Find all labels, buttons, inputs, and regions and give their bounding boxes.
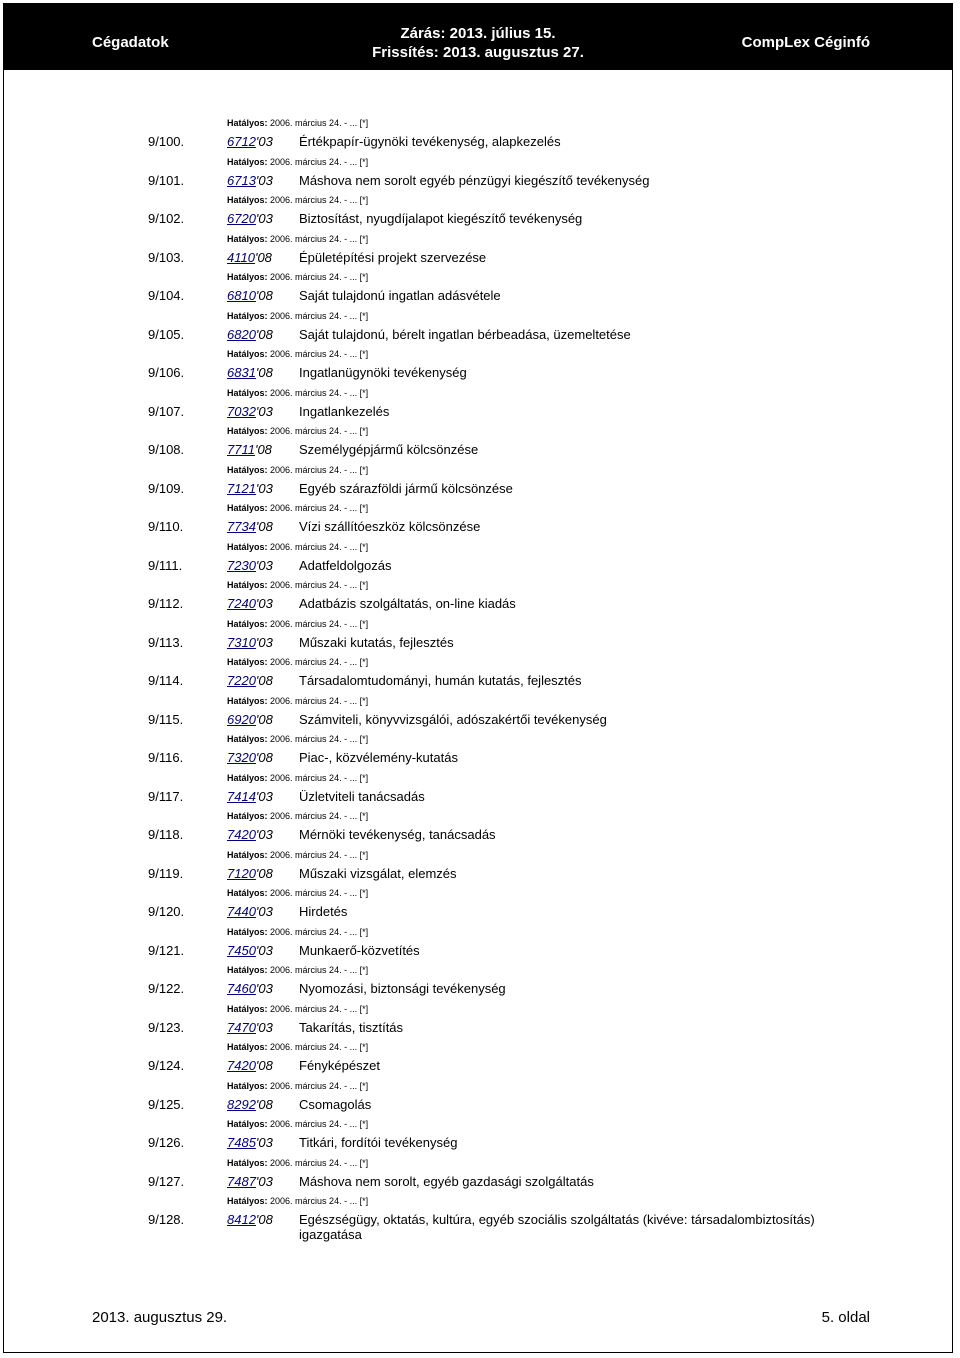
- entry-code: [227, 250, 272, 265]
- code-year-suffix: '08: [255, 711, 273, 727]
- entry-number: 9/112.: [148, 596, 184, 611]
- list-item: [0, 578, 960, 617]
- validity-value: 2006. március 24. - ...: [270, 1080, 358, 1091]
- list-item: [0, 732, 960, 771]
- code-year-suffix: '03: [255, 1019, 273, 1035]
- validity-line: [227, 386, 368, 400]
- validity-value: 2006. március 24. - ...: [270, 1003, 358, 1014]
- entry-number: 9/105.: [148, 326, 185, 342]
- list-item: [0, 771, 960, 810]
- validity-line: [227, 1117, 368, 1131]
- entry-code: [227, 943, 273, 958]
- validity-mark: [*]: [359, 965, 369, 975]
- teaor-code-link[interactable]: 7121: [227, 480, 256, 496]
- code-year-suffix: '03: [255, 788, 273, 804]
- code-year-suffix: '03: [255, 942, 273, 958]
- list-item: [0, 963, 960, 1002]
- entry-code: [227, 1097, 273, 1112]
- list-item: [0, 886, 960, 925]
- code-year-suffix: '08: [255, 365, 273, 380]
- validity-label: Hatályos:: [227, 541, 268, 552]
- validity-line: [227, 1156, 368, 1170]
- validity-mark: [*]: [359, 349, 369, 359]
- validity-line: [227, 232, 368, 246]
- entry-number: 9/120.: [148, 904, 185, 919]
- validity-mark: [*]: [359, 310, 369, 321]
- teaor-code-link[interactable]: 6920: [227, 711, 256, 727]
- entry-description: Műszaki vizsgálat, elemzés: [299, 865, 457, 881]
- footer-date: 2013. augusztus 29.: [92, 1309, 228, 1326]
- validity-line: [227, 963, 368, 977]
- page-header: [4, 4, 952, 70]
- validity-value: 2006. március 24. - ...: [270, 310, 358, 321]
- header-closing-date: Zárás: 2013. július 15.: [400, 25, 556, 42]
- entry-number: 9/102.: [148, 211, 185, 226]
- validity-mark: [*]: [359, 1042, 369, 1052]
- teaor-code-link[interactable]: 6810: [227, 288, 256, 303]
- validity-value: 2006. március 24. - ...: [270, 580, 358, 590]
- list-item: [0, 848, 960, 887]
- validity-line: [227, 540, 368, 554]
- validity-label: Hatályos:: [227, 849, 268, 860]
- validity-label: Hatályos:: [227, 618, 268, 629]
- entry-code: [227, 635, 273, 650]
- entry-code: [227, 904, 273, 919]
- validity-mark: [*]: [359, 426, 369, 436]
- validity-label: Hatályos:: [227, 580, 268, 590]
- validity-label: Hatályos:: [227, 272, 268, 282]
- validity-mark: [*]: [359, 926, 369, 937]
- entry-description: Adatbázis szolgáltatás, on-line kiadás: [299, 596, 516, 611]
- entry-number: 9/110.: [148, 519, 184, 534]
- validity-mark: [*]: [359, 195, 369, 205]
- header-right-title: CompLex Céginfó: [741, 34, 870, 51]
- validity-line: [227, 424, 368, 438]
- validity-value: 2006. március 24. - ...: [270, 541, 358, 552]
- code-year-suffix: '08: [255, 1212, 273, 1227]
- validity-label: Hatályos:: [227, 1196, 268, 1206]
- validity-label: Hatályos:: [227, 1003, 268, 1014]
- code-year-suffix: '08: [254, 442, 272, 457]
- teaor-code-link[interactable]: 7420: [227, 827, 256, 842]
- entry-number: 9/108.: [148, 442, 185, 457]
- entry-description: Saját tulajdonú ingatlan adásvétele: [299, 288, 501, 303]
- list-item: [0, 617, 960, 656]
- teaor-code-link[interactable]: 7032: [227, 403, 256, 419]
- teaor-code-link[interactable]: 7734: [227, 519, 256, 534]
- validity-line: [227, 1079, 368, 1093]
- code-year-suffix: '03: [255, 904, 273, 919]
- validity-line: [227, 309, 368, 323]
- header-left-title: Cégadatok: [92, 34, 169, 51]
- entry-description: Műszaki kutatás, fejlesztés: [299, 634, 454, 650]
- list-item: [0, 1040, 960, 1079]
- entry-code: [227, 750, 273, 765]
- validity-label: Hatályos:: [227, 657, 268, 667]
- code-year-suffix: '08: [255, 326, 273, 342]
- entry-number: 9/114.: [148, 673, 184, 688]
- entry-description: Ingatlanügynöki tevékenység: [299, 365, 467, 380]
- validity-line: [227, 501, 368, 515]
- validity-line: [227, 617, 368, 631]
- validity-label: Hatályos:: [227, 233, 268, 244]
- teaor-code-link[interactable]: 6712: [227, 134, 256, 149]
- validity-label: Hatályos:: [227, 195, 268, 205]
- validity-line: [227, 771, 368, 785]
- entry-number: 9/111.: [148, 557, 183, 573]
- entry-description: Társadalomtudományi, humán kutatás, fejlesztés: [299, 673, 582, 688]
- validity-label: Hatályos:: [227, 426, 268, 436]
- entry-number: 9/121.: [148, 942, 185, 958]
- code-year-suffix: '08: [255, 865, 273, 881]
- header-update-date: Frissítés: 2013. augusztus 27.: [372, 44, 584, 61]
- code-year-suffix: '03: [255, 403, 273, 419]
- entry-description: Értékpapír-ügynöki tevékenység, alapkezelés: [299, 134, 561, 149]
- validity-mark: [*]: [359, 1196, 369, 1206]
- entry-code: [227, 288, 273, 303]
- validity-value: 2006. március 24. - ...: [270, 1042, 358, 1052]
- validity-value: 2006. március 24. - ...: [270, 464, 358, 475]
- list-item: [0, 925, 960, 964]
- entry-description: Vízi szállítóeszköz kölcsönzése: [299, 519, 481, 534]
- entry-number: 9/123.: [148, 1019, 185, 1035]
- list-item: [0, 1156, 960, 1195]
- entry-number: 9/122.: [148, 981, 185, 996]
- list-item: [0, 309, 960, 348]
- teaor-code-link[interactable]: 6831: [227, 365, 256, 380]
- code-year-suffix: '03: [255, 827, 273, 842]
- code-year-suffix: '03: [255, 1173, 273, 1189]
- teaor-code-link[interactable]: 6820: [227, 326, 256, 342]
- teaor-code-link[interactable]: 7230: [227, 557, 256, 573]
- entry-description: Üzletviteli tanácsadás: [299, 788, 425, 804]
- validity-value: 2006. március 24. - ...: [270, 888, 358, 898]
- teaor-code-link[interactable]: 8412: [227, 1212, 256, 1227]
- validity-line: [227, 578, 368, 592]
- validity-mark: [*]: [359, 580, 369, 590]
- validity-label: Hatályos:: [227, 464, 268, 475]
- validity-line: [227, 925, 368, 939]
- entry-code: [227, 442, 272, 457]
- entry-description: Piac-, közvélemény-kutatás: [299, 750, 458, 765]
- validity-mark: [*]: [359, 695, 369, 706]
- code-year-suffix: '08: [255, 288, 273, 303]
- validity-mark: [*]: [359, 734, 369, 744]
- code-year-suffix: '08: [255, 1058, 273, 1073]
- list-item: [0, 809, 960, 848]
- entry-number: 9/100.: [148, 134, 185, 149]
- entry-number: 9/124.: [148, 1058, 185, 1073]
- validity-value: 2006. március 24. - ...: [270, 1157, 358, 1168]
- validity-label: Hatályos:: [227, 695, 268, 706]
- validity-value: 2006. március 24. - ...: [270, 1119, 358, 1129]
- validity-label: Hatályos:: [227, 1119, 268, 1129]
- validity-value: 2006. március 24. - ...: [270, 965, 358, 975]
- code-year-suffix: '08: [255, 750, 273, 765]
- validity-label: Hatályos:: [227, 811, 268, 821]
- validity-line: [227, 809, 368, 823]
- validity-mark: [*]: [359, 387, 369, 398]
- validity-label: Hatályos:: [227, 926, 268, 937]
- teaor-code-link[interactable]: 7310: [227, 634, 256, 650]
- validity-value: 2006. március 24. - ...: [270, 811, 358, 821]
- code-year-suffix: '03: [255, 596, 273, 611]
- validity-value: 2006. március 24. - ...: [270, 618, 358, 629]
- list-item: [0, 386, 960, 425]
- validity-label: Hatályos:: [227, 1157, 268, 1168]
- teaor-code-link[interactable]: 7711: [227, 442, 255, 457]
- validity-mark: [*]: [359, 1157, 369, 1168]
- list-item: [0, 1002, 960, 1041]
- validity-mark: [*]: [359, 811, 369, 821]
- validity-label: Hatályos:: [227, 310, 268, 321]
- validity-value: 2006. március 24. - ...: [270, 233, 358, 244]
- activity-list: [0, 116, 960, 1242]
- validity-label: Hatályos:: [227, 1042, 268, 1052]
- entry-description: Takarítás, tisztítás: [299, 1019, 404, 1035]
- list-item: [0, 232, 960, 271]
- validity-label: Hatályos:: [227, 118, 268, 128]
- entry-number: 9/119.: [148, 865, 184, 881]
- validity-line: [227, 1040, 368, 1054]
- list-item: [0, 347, 960, 386]
- validity-line: [227, 1002, 368, 1016]
- validity-value: 2006. március 24. - ...: [270, 426, 358, 436]
- list-item: [0, 540, 960, 579]
- teaor-code-link[interactable]: 4110: [227, 249, 255, 265]
- validity-line: [227, 193, 368, 207]
- list-item: [0, 1117, 960, 1156]
- code-year-suffix: '03: [255, 1135, 273, 1150]
- validity-line: [227, 732, 368, 746]
- validity-label: Hatályos:: [227, 503, 268, 513]
- entry-description: Egyéb szárazföldi jármű kölcsönzése: [299, 480, 513, 496]
- entry-number: 9/115.: [148, 711, 184, 727]
- entry-number: 9/116.: [148, 750, 184, 765]
- list-item: [0, 694, 960, 733]
- validity-mark: [*]: [359, 503, 369, 513]
- entry-description: Mérnöki tevékenység, tanácsadás: [299, 827, 496, 842]
- entry-description: Nyomozási, biztonsági tevékenység: [299, 981, 506, 996]
- teaor-code-link[interactable]: 7460: [227, 981, 256, 996]
- teaor-code-link[interactable]: 8292: [227, 1096, 256, 1112]
- list-item: [0, 501, 960, 540]
- validity-value: 2006. március 24. - ...: [270, 156, 358, 167]
- code-year-suffix: '03: [255, 211, 273, 226]
- teaor-code-link[interactable]: 7420: [227, 1058, 256, 1073]
- validity-value: 2006. március 24. - ...: [270, 387, 358, 398]
- entry-description: Titkári, fordítói tevékenység: [299, 1135, 458, 1150]
- entry-number: 9/117.: [148, 788, 184, 804]
- entry-number: 9/103.: [148, 249, 185, 265]
- code-year-suffix: '03: [255, 981, 273, 996]
- code-year-suffix: '03: [255, 172, 273, 188]
- entry-number: 9/113.: [148, 634, 184, 650]
- validity-line: [227, 116, 368, 130]
- entry-number: 9/109.: [148, 480, 185, 496]
- validity-mark: [*]: [359, 772, 369, 783]
- validity-value: 2006. március 24. - ...: [270, 1196, 358, 1206]
- entry-code: [227, 365, 273, 380]
- validity-mark: [*]: [359, 618, 369, 629]
- entry-number: 9/126.: [148, 1135, 185, 1150]
- footer-page-number: 5. oldal: [821, 1309, 870, 1326]
- entry-code: [227, 481, 273, 496]
- entry-code: [227, 596, 273, 611]
- list-item: [0, 1079, 960, 1118]
- entry-code: [227, 327, 273, 342]
- validity-label: Hatályos:: [227, 965, 268, 975]
- entry-description: Ingatlankezelés: [299, 403, 390, 419]
- validity-label: Hatályos:: [227, 772, 268, 783]
- validity-label: Hatályos:: [227, 1080, 268, 1091]
- validity-line: [227, 848, 368, 862]
- entry-code: [227, 673, 273, 688]
- validity-value: 2006. március 24. - ...: [270, 118, 358, 128]
- code-year-suffix: '08: [254, 249, 272, 265]
- code-year-suffix: '03: [255, 634, 273, 650]
- entry-description: Épületépítési projekt szervezése: [299, 249, 487, 265]
- entry-number: 9/118.: [148, 827, 184, 842]
- entry-code: [227, 827, 273, 842]
- teaor-code-link[interactable]: 7440: [227, 904, 256, 919]
- validity-mark: [*]: [359, 541, 369, 552]
- teaor-code-link[interactable]: 7485: [227, 1135, 256, 1150]
- entry-number: 9/125.: [148, 1096, 185, 1112]
- code-year-suffix: '08: [255, 519, 273, 534]
- teaor-code-link[interactable]: 7320: [227, 750, 256, 765]
- validity-value: 2006. március 24. - ...: [270, 695, 358, 706]
- code-year-suffix: '03: [255, 557, 273, 573]
- entry-code: [227, 1174, 273, 1189]
- list-item: [0, 193, 960, 232]
- entry-code: [227, 1058, 273, 1073]
- entry-code: [227, 1212, 273, 1227]
- validity-mark: [*]: [359, 156, 369, 167]
- entry-code: [227, 981, 273, 996]
- validity-line: [227, 655, 368, 669]
- entry-code: [227, 789, 273, 804]
- teaor-code-link[interactable]: 7450: [227, 942, 256, 958]
- entry-description: Biztosítást, nyugdíjalapot kiegészítő tevékenység: [299, 211, 583, 226]
- code-year-suffix: '03: [255, 134, 273, 149]
- entry-description: Fényképészet: [299, 1058, 380, 1073]
- validity-value: 2006. március 24. - ...: [270, 195, 358, 205]
- entry-number: 9/101.: [148, 172, 185, 188]
- teaor-code-link[interactable]: 6720: [227, 211, 256, 226]
- entry-description: Adatfeldolgozás: [299, 557, 392, 573]
- validity-label: Hatályos:: [227, 888, 268, 898]
- validity-mark: [*]: [359, 1003, 369, 1014]
- teaor-code-link[interactable]: 7414: [227, 788, 256, 804]
- validity-value: 2006. március 24. - ...: [270, 926, 358, 937]
- teaor-code-link[interactable]: 7470: [227, 1019, 256, 1035]
- validity-value: 2006. március 24. - ...: [270, 772, 358, 783]
- validity-line: [227, 155, 368, 169]
- entry-number: 9/128.: [148, 1212, 185, 1227]
- entry-description: Munkaerő-közvetítés: [299, 942, 420, 958]
- entry-description: Máshova nem sorolt, egyéb gazdasági szolgáltatás: [299, 1173, 594, 1189]
- list-item: [0, 655, 960, 694]
- teaor-code-link[interactable]: 7240: [227, 596, 256, 611]
- entry-code: [227, 558, 273, 573]
- entry-number: 9/106.: [148, 365, 185, 380]
- validity-value: 2006. március 24. - ...: [270, 503, 358, 513]
- validity-line: [227, 886, 368, 900]
- entry-description: Saját tulajdonú, bérelt ingatlan bérbeadása, üzemeltetése: [299, 326, 631, 342]
- validity-line: [227, 694, 368, 708]
- entry-code: [227, 134, 273, 149]
- validity-line: [227, 463, 368, 477]
- validity-line: [227, 347, 368, 361]
- entry-code: [227, 866, 273, 881]
- entry-code: [227, 173, 273, 188]
- validity-line: [227, 270, 368, 284]
- entry-code: [227, 211, 273, 226]
- teaor-code-link[interactable]: 6713: [227, 172, 256, 188]
- validity-value: 2006. március 24. - ...: [270, 734, 358, 744]
- entry-number: 9/107.: [148, 403, 185, 419]
- validity-mark: [*]: [359, 657, 369, 667]
- entry-number: 9/127.: [148, 1173, 185, 1189]
- entry-code: [227, 1020, 273, 1035]
- entry-code: [227, 712, 273, 727]
- code-year-suffix: '08: [255, 1096, 273, 1112]
- validity-mark: [*]: [359, 464, 369, 475]
- entry-description: Személygépjármű kölcsönzése: [299, 442, 479, 457]
- teaor-code-link[interactable]: 7220: [227, 673, 256, 688]
- list-item: [0, 155, 960, 194]
- validity-label: Hatályos:: [227, 387, 268, 398]
- validity-value: 2006. március 24. - ...: [270, 849, 358, 860]
- entry-description: Máshova nem sorolt egyéb pénzügyi kiegészítő tevékenység: [299, 172, 650, 188]
- entry-code: [227, 1135, 273, 1150]
- code-year-suffix: '03: [255, 480, 273, 496]
- teaor-code-link[interactable]: 7120: [227, 865, 256, 881]
- validity-label: Hatályos:: [227, 156, 268, 167]
- validity-value: 2006. március 24. - ...: [270, 272, 358, 282]
- entry-number: 9/104.: [148, 288, 185, 303]
- validity-label: Hatályos:: [227, 734, 268, 744]
- validity-value: 2006. március 24. - ...: [270, 349, 358, 359]
- entry-description: Hirdetés: [299, 904, 348, 919]
- validity-mark: [*]: [359, 1119, 369, 1129]
- entry-description: Csomagolás: [299, 1096, 372, 1112]
- validity-mark: [*]: [359, 849, 369, 860]
- validity-mark: [*]: [359, 1080, 369, 1091]
- validity-mark: [*]: [359, 233, 369, 244]
- entry-code: [227, 519, 273, 534]
- list-item: [0, 424, 960, 463]
- entry-description: Számviteli, könyvvizsgálói, adószakértői tevékenység: [299, 711, 607, 727]
- list-item: [0, 116, 960, 155]
- validity-mark: [*]: [359, 118, 369, 128]
- validity-line: [227, 1194, 368, 1208]
- list-item: [0, 463, 960, 502]
- code-year-suffix: '08: [255, 673, 273, 688]
- validity-value: 2006. március 24. - ...: [270, 657, 358, 667]
- validity-mark: [*]: [359, 888, 369, 898]
- entry-description: Egészségügy, oktatás, kultúra, egyéb szociális szolgáltatás (kivéve: társadalombiztosítás) igazgatása: [299, 1212, 815, 1242]
- entry-code: [227, 404, 273, 419]
- list-item: [0, 270, 960, 309]
- validity-mark: [*]: [359, 272, 369, 282]
- validity-label: Hatályos:: [227, 349, 268, 359]
- teaor-code-link[interactable]: 7487: [227, 1173, 256, 1189]
